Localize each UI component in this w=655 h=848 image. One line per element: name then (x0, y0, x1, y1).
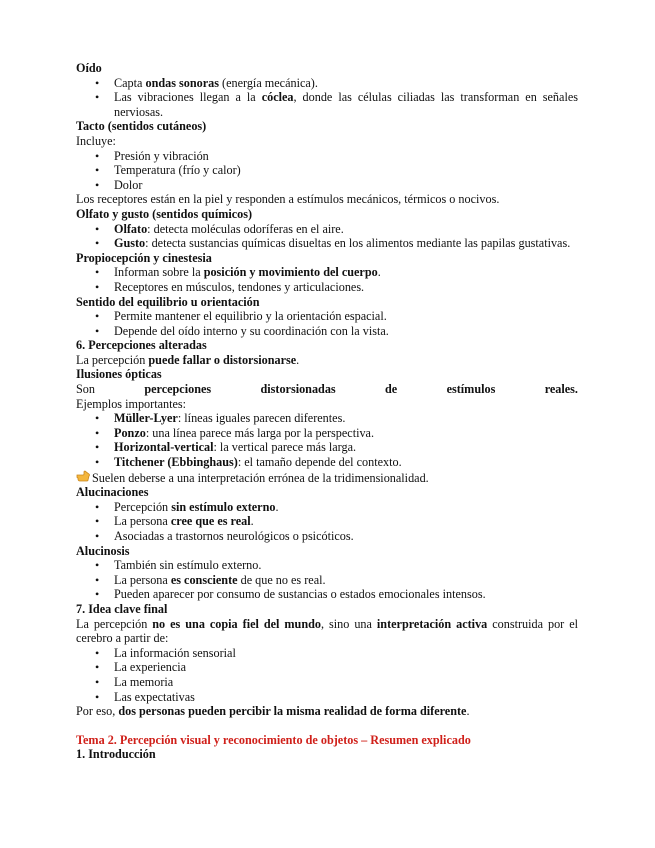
list-item (114, 426, 578, 441)
text: La experiencia (114, 660, 187, 675)
list-item (114, 309, 578, 324)
bold-text: dos personas pueden percibir la misma realidad de forma diferente (118, 704, 467, 719)
word: distorsionadas (260, 382, 336, 397)
text: La persona (114, 514, 171, 529)
heading-introduccion: 1. Introducción (76, 747, 156, 762)
list-item (114, 455, 578, 470)
text: Dolor (114, 177, 143, 192)
bold-text: interpretación activa (376, 616, 488, 631)
bold-text: ondas sonoras (145, 75, 219, 90)
list-item (114, 646, 578, 661)
text: Depende del oído interno y su coordinación con la vista. (114, 323, 389, 338)
text: , donde las células ciliadas las transforman en señales nerviosas. (114, 90, 578, 119)
list-item (114, 163, 578, 178)
list-propiocepcion (76, 265, 578, 294)
pointing-hand-icon (76, 470, 92, 486)
text: Percepción (114, 499, 172, 514)
list-item (114, 587, 578, 602)
heading-propiocepcion: Propiocepción y cinestesia (76, 250, 212, 265)
bold-text: Titchener (Ebbinghaus) (114, 455, 238, 470)
list-item (114, 178, 578, 193)
idea-paragraph (76, 617, 578, 646)
bold-text: sin estímulo externo (171, 499, 276, 514)
list-item (114, 90, 578, 119)
ilusiones-definition (76, 382, 578, 397)
list-equilibrio (76, 309, 578, 338)
heading-ilusiones: Ilusiones ópticas (76, 367, 162, 382)
list-item (114, 222, 578, 237)
list-item (114, 573, 578, 588)
text: : líneas iguales parecen diferentes. (177, 411, 346, 426)
ilusiones-examples-label: Ejemplos importantes: (76, 396, 187, 411)
list-item (114, 660, 578, 675)
bold-text: no es una copia fiel del mundo (152, 616, 321, 631)
text: : detecta moléculas odoríferas en el aire. (147, 221, 344, 236)
alteradas-intro: La percepción puede fallar o distorsionarse. (76, 352, 300, 367)
document-page (76, 61, 578, 762)
text: , sino una (321, 616, 377, 631)
heading-tacto: Tacto (sentidos cutáneos) (76, 119, 207, 134)
text: Receptores en músculos, tendones y articulaciones. (114, 279, 365, 294)
text: : una línea parece más larga por la perspectiva. (145, 425, 375, 440)
text: Temperatura (frío y calor) (114, 163, 241, 178)
text: . (466, 704, 470, 719)
text: La percepción (76, 616, 153, 631)
list-olfato-gusto (76, 222, 578, 251)
word: Son (76, 382, 95, 397)
text: La información sensorial (114, 645, 236, 660)
list-item (114, 500, 578, 515)
word: estímulos (446, 382, 496, 397)
heading-equilibrio: Sentido del equilibrio u orientación (76, 294, 260, 309)
list-alucinaciones (76, 500, 578, 544)
bold-text: Ponzo (114, 425, 146, 440)
list-item (114, 324, 578, 339)
text: : el tamaño depende del contexto. (237, 455, 402, 470)
text: (energía mecánica). (218, 75, 318, 90)
list-item (114, 558, 578, 573)
text: Informan sobre la (114, 265, 204, 280)
bold-text: posición y movimiento del cuerpo (203, 265, 378, 280)
list-item (114, 514, 578, 529)
list-tacto (76, 149, 578, 193)
heading-alucinaciones: Alucinaciones (76, 485, 149, 500)
text: Permite mantener el equilibrio y la orientación espacial. (114, 309, 387, 324)
text: Las expectativas (114, 689, 195, 704)
list-idea (76, 646, 578, 704)
text: de que no es real. (237, 572, 326, 587)
text: Por eso, (76, 704, 119, 719)
text: . (250, 514, 254, 529)
spacer (76, 719, 578, 733)
text: construida por el cerebro a partir de: (76, 616, 579, 646)
list-item (114, 265, 578, 280)
list-alucinosis (76, 558, 578, 602)
tacto-intro: Incluye: (76, 133, 116, 148)
ilusiones-hand-note: Suelen deberse a una interpretación errónea de la tridimensionalidad. (76, 470, 578, 486)
text: La memoria (114, 674, 174, 689)
list-item (114, 280, 578, 295)
idea-conclusion (76, 704, 578, 719)
bold-text: Gusto (114, 236, 146, 251)
text: . (377, 265, 381, 280)
word: de (385, 382, 398, 397)
list-item (114, 236, 578, 251)
text: Presión y vibración (114, 148, 209, 163)
list-ilusiones (76, 411, 578, 469)
word: reales. (544, 382, 578, 397)
bold-text: cóclea (261, 90, 294, 105)
heading-alucinosis: Alucinosis (76, 543, 130, 558)
heading-percepciones-alteradas: 6. Percepciones alteradas (76, 338, 207, 353)
list-item (114, 440, 578, 455)
tacto-note: Los receptores están en la piel y responden a estímulos mecánicos, térmicos o nocivos. (76, 192, 500, 207)
text: Las vibraciones llegan a la (114, 90, 262, 105)
bold-text: Horizontal-vertical (114, 440, 214, 455)
text: Asociadas a trastornos neurológicos o psicóticos. (114, 529, 354, 543)
text: También sin estímulo externo. (114, 558, 262, 573)
list-item (114, 675, 578, 690)
text: : la vertical parece más larga. (213, 440, 357, 455)
list-item (114, 76, 578, 91)
text: . (275, 499, 279, 514)
text: La persona (114, 572, 171, 587)
bold-text: es consciente (170, 572, 238, 587)
bold-text: cree que es real (170, 514, 251, 529)
text: Pueden aparecer por consumo de sustancias o estados emocionales intensos. (114, 587, 486, 602)
list-oido (76, 76, 578, 120)
text: Capta (114, 75, 146, 90)
bold-text: Olfato (114, 221, 148, 236)
list-item (114, 690, 578, 705)
heading-idea-clave: 7. Idea clave final (76, 601, 168, 616)
word: percepciones (144, 382, 212, 397)
heading-oido: Oído (76, 61, 102, 75)
list-item (114, 529, 578, 544)
tema2-title: Tema 2. Percepción visual y reconocimiento de objetos – Resumen explicado (76, 732, 471, 747)
heading-olfato-gusto: Olfato y gusto (sentidos químicos) (76, 206, 253, 221)
list-item (114, 411, 578, 426)
bold-text: Müller-Lyer (114, 411, 178, 426)
text: : detecta sustancias químicas disueltas en los alimentos mediante las papilas gustativas. (145, 236, 571, 251)
list-item (114, 149, 578, 164)
